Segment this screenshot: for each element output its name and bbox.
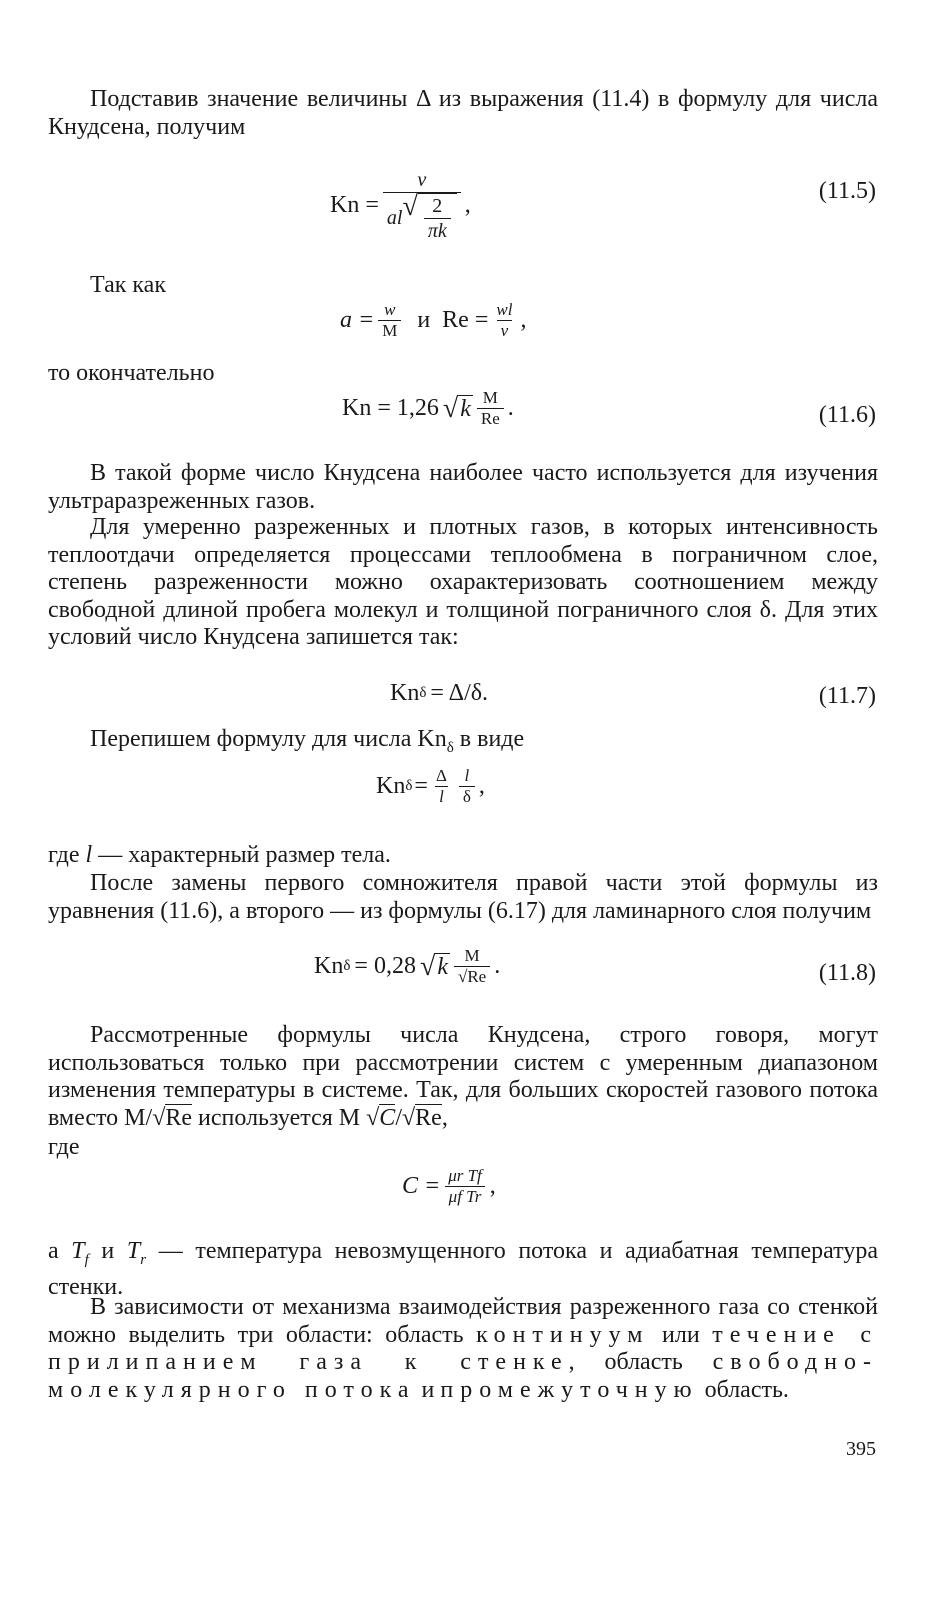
p4-sub: δ [446, 739, 454, 756]
p9-d: и [415, 1376, 441, 1403]
p9-c: , область [568, 1349, 713, 1375]
eqa-a-frac [378, 300, 401, 341]
eqc-frac [444, 1166, 486, 1207]
equation-11-8 [314, 946, 500, 987]
eq8-num: M [464, 946, 480, 965]
sqrt-sign-icon: √ [419, 950, 436, 982]
p9-spaced-3: свободно-молекулярного потока [48, 1349, 879, 1403]
sqrt-sign-icon: √ [152, 1104, 166, 1131]
eq8-radical [419, 950, 450, 982]
eq6-number: (11.6) [818, 402, 876, 428]
eq5-denominator [383, 192, 461, 243]
p4-end: в виде [453, 726, 525, 752]
eq5-radicand [418, 193, 457, 243]
sqrt-sign-icon: √ [458, 967, 468, 986]
eqkn-d1: l [435, 786, 448, 807]
page-number: 395 [846, 1438, 876, 1460]
eq7-number: (11.7) [818, 683, 876, 709]
eq6-k: k [460, 395, 471, 422]
eq6-den: Re [477, 408, 504, 429]
eq8-dot: . [494, 953, 501, 979]
equation-11-6 [342, 388, 514, 429]
eqkn-body: Kn [376, 773, 406, 799]
p7-a: Рассмотренные формулы числа Кнудсена, строго говоря, могут использоваться только при рассмотрении систем с умеренным диапазоном изменения температуры в системе. Так, для больших скоростей газового потока вместо M/ [48, 1022, 878, 1131]
eq8-rhs: = 0,28 [354, 953, 416, 979]
eqkn-n2: l [464, 766, 470, 785]
eqa-a-den: M [378, 320, 401, 341]
p9-a: В зависимости от механизма взаимодействия разреженного газа со стенкой можно выделить три области: область [48, 1294, 878, 1348]
p7-re2: Re [415, 1104, 442, 1131]
eqc-num: μr Tf [448, 1166, 482, 1185]
p9-spaced-4: промежуточную [440, 1376, 699, 1403]
paragraph-8 [48, 1238, 878, 1302]
eq5-inner-fraction [424, 194, 451, 243]
eq7-sub: δ [419, 685, 427, 701]
paragraph-6: После замены первого сомножителя правой части этой формулы из уравнения (11.6), а второго — из формулы (6.17) для ламинарного слоя получим [48, 870, 878, 924]
p7-b: используется M [192, 1104, 367, 1131]
eq5-numerator: ν [417, 169, 427, 191]
eqkn-frac2 [459, 766, 475, 807]
eqkn-sub: δ [405, 778, 413, 794]
eqa-a-num: w [384, 300, 396, 319]
p8-tr: T [126, 1238, 141, 1264]
p9-spaced-2: течение с прилипанием газа к стенке [48, 1321, 878, 1375]
eq6-num: M [482, 388, 498, 407]
eq6-lhs: Kn = 1,26 [342, 395, 439, 421]
eq6-frac [477, 388, 504, 429]
sqrt-sign-icon: √ [442, 392, 459, 424]
equation-11-5 [330, 168, 471, 243]
eq5-lhs: Kn = [330, 192, 379, 218]
p5-l: l [85, 842, 93, 868]
p7-slash: / [395, 1104, 402, 1131]
eq7-body: Kn [390, 680, 420, 706]
p8-tr-sub: r [140, 1251, 147, 1268]
eq8-den: Re [467, 967, 487, 986]
paragraph-2: В такой форме число Кнудсена наиболее часто используется для изучения ультраразреженных газов. [48, 460, 878, 514]
eq5-radical [402, 193, 456, 243]
eq8-body: Kn [314, 953, 344, 979]
eqkn-comma: , [478, 773, 485, 799]
eqc-comma: , [489, 1173, 496, 1199]
eqa-and: и [417, 307, 431, 333]
equation-a-re [340, 300, 526, 341]
eq6-radical [442, 392, 473, 424]
eq5-comma: , [464, 192, 471, 218]
gde: где [48, 1134, 80, 1160]
eq8-k: k [437, 953, 448, 980]
p7-d: , [441, 1104, 448, 1131]
eq5-number: (11.5) [818, 178, 876, 204]
eqc-lhs: C = [402, 1173, 441, 1199]
eq5-inner-den: πk [424, 218, 451, 243]
eq8-den-wrap [454, 966, 490, 987]
sqrt-sign-icon: √ [402, 191, 418, 222]
eq8-number: (11.8) [818, 960, 876, 986]
eqa-re-lhs: Re = [442, 307, 489, 333]
p5-pre: где [48, 842, 86, 868]
tak-kak: Так как [90, 272, 166, 298]
eqa-re-num: wl [496, 300, 513, 319]
eqkn-frac1 [432, 766, 451, 807]
p8-tf: T [71, 1238, 85, 1264]
p5-post: — характерный размер тела. [92, 842, 391, 868]
p8-b: — температура невозмущенного потока и адиабатная температура стенки. [48, 1238, 878, 1301]
eq6-dot: . [507, 395, 514, 421]
eq5-al: al [386, 207, 403, 229]
eq8-frac [454, 946, 490, 987]
paragraph-1: Подставив значение величины Δ из выражения (11.4) в формулу для числа Кнудсена, получим [48, 86, 878, 140]
sqrt-sign-icon: √ [366, 1104, 380, 1131]
p9-b: или [649, 1321, 713, 1348]
p4-text: Перепишем формулу для числа Kn [90, 726, 447, 752]
eqc-den: μf Tr [445, 1186, 486, 1207]
p8-and: и [88, 1238, 127, 1264]
eqkn-d2: δ [459, 786, 475, 807]
p7-c: C [379, 1104, 396, 1131]
sqrt-sign-icon: √ [401, 1104, 416, 1131]
eqa-re-den: ν [497, 320, 513, 341]
eqkn-n1: Δ [435, 766, 447, 785]
to-okonchatelno: то окончательно [48, 360, 215, 386]
paragraph-7 [48, 1022, 878, 1132]
paragraph-4 [48, 726, 878, 762]
eqa-comma: , [520, 307, 527, 333]
paragraph-9 [48, 1294, 878, 1404]
eq7-rhs: = Δ/δ. [430, 680, 489, 706]
eqkn-eq: = [414, 773, 428, 799]
p8-a: а [48, 1238, 72, 1264]
eq8-sub: δ [343, 958, 351, 974]
equation-c [402, 1166, 496, 1207]
eq5-inner-num: 2 [432, 195, 443, 217]
p7-re1: Re [165, 1104, 193, 1131]
paragraph-5 [48, 842, 878, 870]
p9-e: область. [698, 1376, 789, 1403]
eq5-fraction [383, 168, 461, 243]
equation-kn-delta [376, 766, 485, 807]
eqa-re-frac [492, 300, 516, 341]
paragraph-3: Для умеренно разреженных и плотных газов, в которых интенсивность теплоотдачи определяется процессами теплообмена в пограничном слое, степень разреженности можно охарактеризовать соотношением между свободной длиной пробега молекул и толщиной пограничного слоя δ. Для этих условий число Кнудсена запишется так: [48, 514, 878, 650]
eqa-a-lhs: a = [340, 307, 375, 333]
equation-11-7 [390, 680, 488, 707]
p9-spaced-1: континуум [476, 1321, 650, 1348]
p8-tf-sub: f [84, 1251, 89, 1268]
